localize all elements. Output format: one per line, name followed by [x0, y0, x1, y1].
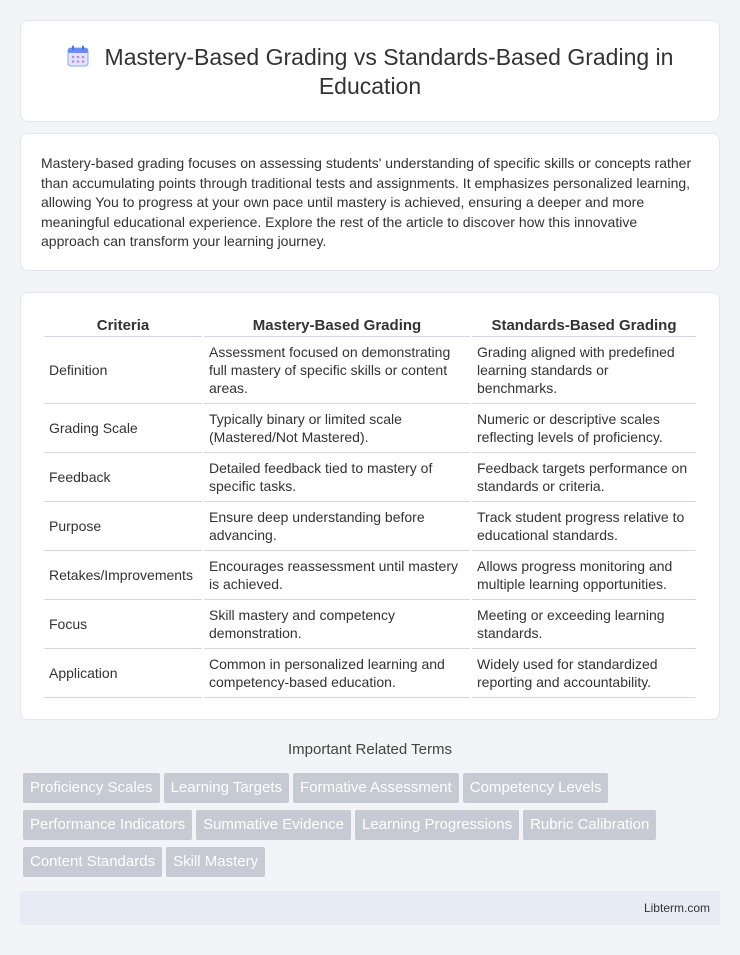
cell-mastery: Skill mastery and competency demonstration. [204, 600, 470, 649]
table-row [44, 404, 696, 453]
table-row [44, 600, 696, 649]
related-term-tag[interactable]: Skill Mastery [166, 847, 265, 877]
cell-criteria: Feedback [44, 453, 202, 502]
related-term-tag[interactable]: Rubric Calibration [523, 810, 656, 840]
intro-paragraph: Mastery-based grading focuses on assessing students' understanding of specific skills or concepts rather than accumulating points through traditional tests and assignments. It emphasizes personalized learning, allowing You to progress at your own pace until mastery is achieved, ensuring a deeper and more meaningful educational experience. Explore the rest of the article to discover how this innovative approach can transform your learning journey. [41, 155, 692, 249]
related-terms-heading: Important Related Terms [288, 741, 452, 758]
cell-standards: Feedback targets performance on standards or criteria. [472, 453, 696, 502]
cell-mastery: Typically binary or limited scale (Mastered/Not Mastered). [204, 404, 470, 453]
cell-criteria: Grading Scale [44, 404, 202, 453]
cell-criteria: Purpose [44, 502, 202, 551]
cell-standards: Allows progress monitoring and multiple learning opportunities. [472, 551, 696, 600]
cell-standards: Grading aligned with predefined learning standards or benchmarks. [472, 337, 696, 404]
calendar-icon [67, 45, 89, 67]
header-criteria: Criteria [44, 315, 202, 337]
related-term-tag[interactable]: Learning Targets [164, 773, 289, 803]
related-term-tag[interactable]: Proficiency Scales [23, 773, 160, 803]
related-term-tag[interactable]: Content Standards [23, 847, 162, 877]
cell-criteria: Focus [44, 600, 202, 649]
related-term-tag[interactable]: Summative Evidence [196, 810, 351, 840]
cell-mastery: Detailed feedback tied to mastery of specific tasks. [204, 453, 470, 502]
footer [20, 891, 720, 925]
header-standards: Standards-Based Grading [472, 315, 696, 337]
page-title [51, 43, 689, 101]
table-row [44, 502, 696, 551]
related-terms-list [23, 773, 723, 884]
cell-criteria: Application [44, 649, 202, 698]
related-term-tag[interactable]: Competency Levels [463, 773, 609, 803]
comparison-card [20, 292, 720, 720]
table-row [44, 551, 696, 600]
table-header-row [44, 315, 696, 337]
cell-mastery: Ensure deep understanding before advancing. [204, 502, 470, 551]
comparison-table [42, 315, 698, 698]
cell-standards: Track student progress relative to educational standards. [472, 502, 696, 551]
header-mastery: Mastery-Based Grading [204, 315, 470, 337]
cell-standards: Numeric or descriptive scales reflecting levels of proficiency. [472, 404, 696, 453]
cell-standards: Meeting or exceeding learning standards. [472, 600, 696, 649]
cell-criteria: Definition [44, 337, 202, 404]
cell-criteria: Retakes/Improvements [44, 551, 202, 600]
cell-mastery: Assessment focused on demonstrating full mastery of specific skills or content areas. [204, 337, 470, 404]
related-term-tag[interactable]: Learning Progressions [355, 810, 519, 840]
table-row [44, 453, 696, 502]
cell-standards: Widely used for standardized reporting and accountability. [472, 649, 696, 698]
cell-mastery: Encourages reassessment until mastery is achieved. [204, 551, 470, 600]
title-card [20, 20, 720, 122]
table-row [44, 649, 696, 698]
cell-mastery: Common in personalized learning and competency-based education. [204, 649, 470, 698]
related-term-tag[interactable]: Performance Indicators [23, 810, 192, 840]
page-title-text: Mastery-Based Grading vs Standards-Based Grading in Education [104, 44, 674, 99]
intro-card [20, 133, 720, 271]
footer-site-link[interactable]: Libterm.com [643, 901, 710, 915]
related-term-tag[interactable]: Formative Assessment [293, 773, 459, 803]
table-row [44, 337, 696, 404]
